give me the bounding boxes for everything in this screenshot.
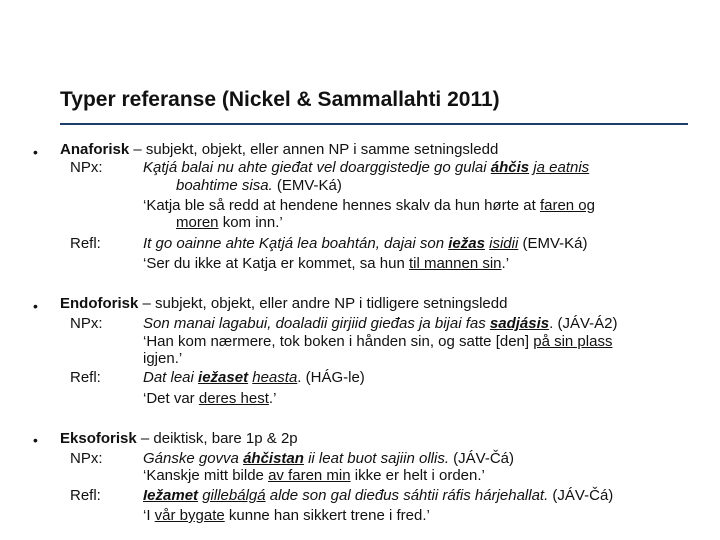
definition-eksoforisk: – deiktisk, bare 1p & 2p (136, 430, 298, 447)
translation-text: ‘I (143, 507, 155, 524)
translation-text: ‘Ser du ikke at Katja er kommet, sa hun (143, 255, 409, 272)
npx-label-endoforisk: NPx: (70, 315, 103, 332)
bullet-endoforisk: • (33, 298, 38, 314)
refl-source: (JÁV-Čá) (548, 487, 614, 504)
refl-example-endoforisk (143, 369, 365, 386)
npx-source: . (JÁV-Á2) (549, 315, 618, 332)
refl-sami-text: Dat leai (143, 369, 199, 386)
term-eksoforisk: Eksoforisk (60, 430, 137, 447)
bullet-anaforisk: • (33, 144, 38, 160)
translation-text: ‘Katja ble så redd at hendene hennes skalv da hun hørte at (143, 197, 540, 214)
npx-source: (JÁV-Čá) (449, 450, 515, 467)
npx-sami-text: Gánske govva (143, 450, 244, 467)
refl-example-eksoforisk (143, 487, 613, 504)
refl-highlight-2: gillebálgá (202, 487, 266, 504)
refl-highlight: iežas (448, 235, 485, 252)
title-underline (60, 123, 688, 125)
translation-text: ‘Det var (143, 390, 199, 407)
npx-translation-eksoforisk (143, 467, 485, 484)
npx-sami-text: ii leat buot sajiin ollis. (303, 450, 449, 467)
translation-highlight: på sin plass (533, 333, 613, 350)
translation-text: .’ (268, 390, 277, 407)
npx-example-eksoforisk (143, 450, 514, 467)
translation-text: .’ (501, 255, 510, 272)
npx-example-anaforisk-cont (176, 177, 342, 194)
npx-sami-text: Son manai lagabui, doaladii girjiid gieđas ja bijai fas (143, 315, 490, 332)
refl-sami-text: alde son gal dieđus sáhtii ráfis hárjehallat. (265, 487, 549, 504)
npx-sami-text-cont: boahtime sisa. (176, 177, 273, 194)
translation-highlight: moren (176, 214, 219, 231)
npx-source: (EMV-Ká) (272, 177, 342, 194)
heading-eksoforisk (60, 430, 298, 447)
npx-label-anaforisk: NPx: (70, 159, 103, 176)
heading-anaforisk (60, 141, 498, 158)
refl-source: . (HÁG-le) (297, 369, 365, 386)
translation-highlight: vår bygate (154, 507, 225, 524)
npx-example-anaforisk (143, 159, 589, 176)
refl-label-endoforisk: Refl: (70, 369, 101, 386)
refl-translation-anaforisk (143, 255, 509, 272)
npx-example-endoforisk (143, 315, 617, 332)
translation-highlight: til mannen sin (408, 255, 502, 272)
npx-translation-endoforisk (143, 333, 612, 350)
translation-text: kom inn.’ (218, 214, 283, 231)
refl-translation-eksoforisk (143, 507, 430, 524)
term-endoforisk: Endoforisk (60, 295, 139, 312)
translation-text: ikke er helt i orden.’ (350, 467, 485, 484)
refl-example-anaforisk (143, 235, 588, 252)
bullet-eksoforisk: • (33, 432, 38, 448)
refl-translation-endoforisk (143, 390, 276, 407)
refl-highlight: iežaset (198, 369, 249, 386)
npx-label-eksoforisk: NPx: (70, 450, 103, 467)
npx-highlight: áhčis (490, 159, 530, 176)
translation-highlight: av faren min (268, 467, 351, 484)
npx-highlight-2: ja eatnis (533, 159, 590, 176)
translation-text: ‘Kanskje mitt bilde (143, 467, 269, 484)
npx-sami-text: Ka̧tjá balai nu ahte gieđat vel doarggistedje go gulai (143, 159, 491, 176)
refl-sami-text: It go oainne ahte Ka̧tjá lea boahtán, dajai son (143, 235, 449, 252)
npx-highlight: sadjásis (489, 315, 550, 332)
npx-highlight: áhčistan (243, 450, 304, 467)
heading-endoforisk (60, 295, 507, 312)
refl-source: (EMV-Ká) (518, 235, 588, 252)
definition-endoforisk: – subjekt, objekt, eller andre NP i tidligere setningsledd (138, 295, 508, 312)
refl-highlight-2: heasta (252, 369, 298, 386)
npx-translation-anaforisk-cont (176, 214, 283, 231)
refl-label-eksoforisk: Refl: (70, 487, 101, 504)
translation-highlight: deres hest (198, 390, 269, 407)
refl-highlight-2: isidii (489, 235, 519, 252)
refl-highlight: Iežamet (143, 487, 199, 504)
term-anaforisk: Anaforisk (60, 141, 130, 158)
translation-text: ‘Han kom nærmere, tok boken i hånden sin, og satte [den] (143, 333, 534, 350)
npx-translation-endoforisk-cont: igjen.’ (143, 350, 183, 367)
refl-label-anaforisk: Refl: (70, 235, 101, 252)
page-title: Typer referanse (Nickel & Sammallahti 2011) (60, 88, 500, 111)
npx-translation-anaforisk (143, 197, 595, 214)
translation-text: kunne han sikkert trene i fred.’ (224, 507, 430, 524)
translation-highlight: faren og (539, 197, 595, 214)
definition-anaforisk: – subjekt, objekt, eller annen NP i samme setningsledd (129, 141, 499, 158)
